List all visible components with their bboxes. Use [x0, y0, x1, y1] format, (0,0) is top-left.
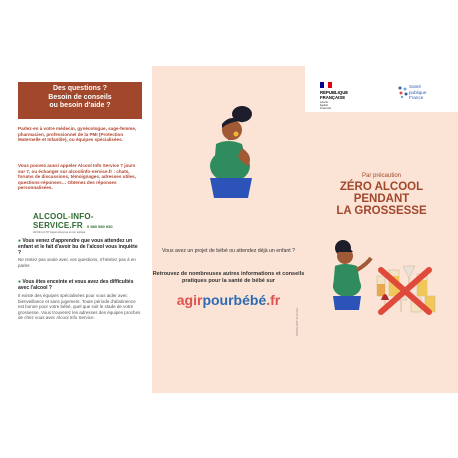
pregnant-woman-with-drinks-illustration: [305, 226, 458, 346]
right-panel: [305, 66, 458, 393]
rf-motto-1: Liberté: [320, 101, 328, 104]
sante-publique-logo-icon: [397, 85, 409, 99]
republique-francaise-logo: [320, 82, 360, 111]
bullet-title-1-text: Vous venez d'apprendre que vous attendez un enfant et le fait d'avoir bu de l'alcool vous inquiète ?: [18, 238, 138, 257]
question-box: [18, 82, 142, 119]
ais-tagline: 24 h/24 et 7j/7 Appel anonyme et non surtaxé: [33, 231, 86, 234]
bullet-dot-icon: ●: [18, 238, 23, 244]
middle-panel: [152, 66, 305, 393]
precaution-label: Par précaution: [361, 173, 402, 179]
ais-dash-icon: -: [67, 212, 71, 221]
sp-name-3: France: [409, 95, 424, 101]
headline: [305, 181, 458, 218]
rf-motto-2: Égalité: [320, 104, 328, 108]
bullet-dot-icon: ●: [18, 279, 23, 285]
pregnant-woman-illustration: [152, 66, 305, 196]
vertical-code: INPES-SPF ALCOOL: [295, 307, 299, 336]
advice-paragraph: Parlez-en à votre médecin, gynécologue, sage-femme, pharmacien, professionnel de la PMI (Protection Maternelle et Infantile), ou équipes spécialisées.: [18, 126, 137, 143]
question-line-1: Des questions ?: [52, 85, 108, 92]
sp-name-2: publique: [409, 89, 427, 95]
question-line-3: ou besoin d'aide ?: [49, 102, 111, 110]
alcool-info-service-logo[interactable]: [33, 212, 128, 232]
rf-title-1: RÉPUBLIQUE: [320, 90, 349, 95]
ais-phone[interactable]: 0 980 980 930: [87, 224, 113, 229]
headline-line-1: ZÉRO ALCOOL: [339, 181, 424, 193]
brand-part-2: pourbébé: [202, 292, 267, 308]
bullet-title-1: [18, 238, 142, 257]
brand-part-1: agir: [176, 292, 203, 308]
headline-line-3: LA GROSSESSE: [336, 205, 427, 218]
ais-name-part2: INFO-SERVICE.FR: [33, 212, 94, 230]
question-line-2: Besoin de conseils: [48, 93, 112, 101]
marianne-flag-icon: [320, 82, 332, 88]
bullet-title-2-text: Vous êtes enceinte et vous avez des difficultés avec l'alcool ?: [18, 279, 134, 292]
brand-part-3: .fr: [266, 292, 281, 308]
bullet-body-2: Il existe des équipes spécialisées pour vous aider avec bienveillance et sans jugement. Toute période d'abstinence est bonne pour votre bébé, quel que soit le stade de votre grossesse. Vous trouverez les adresses des équipes proches de chez vous avec Alcool Info Service.: [18, 293, 141, 320]
bullet-body-1: Ne restez pas seule avec vos questions, n'hésitez pas à en parler.: [18, 257, 136, 268]
alcool-info-service-paragraph: Vous pouvez aussi appeler Alcool Info Service 7 jours sur 7, ou échanger sur alcoolinfo-service.fr : chats, forums de discussions, témoignages, adresses utiles, questions-réponses… Obtenez des réponses personnalisées.: [18, 163, 136, 191]
left-panel: [0, 66, 152, 393]
ais-name-part1: ALCOOL: [33, 212, 68, 221]
mid-info: Retrouvez de nombreuses autres informations et conseils pratiques pour la santé de bébé sur: [152, 271, 305, 284]
rf-title-2: FRANÇAISE: [320, 95, 346, 100]
sante-publique-logo: [397, 84, 447, 106]
rf-motto-3: Fraternité: [320, 107, 332, 111]
mid-question: Vous avez un projet de bébé ou attendez déjà un enfant ?: [162, 248, 295, 254]
bullet-title-2: [18, 279, 142, 291]
sp-name-1: Santé: [409, 84, 422, 89]
agir-pour-bebe-link[interactable]: [152, 292, 305, 308]
headline-line-2: PENDANT: [353, 193, 410, 206]
